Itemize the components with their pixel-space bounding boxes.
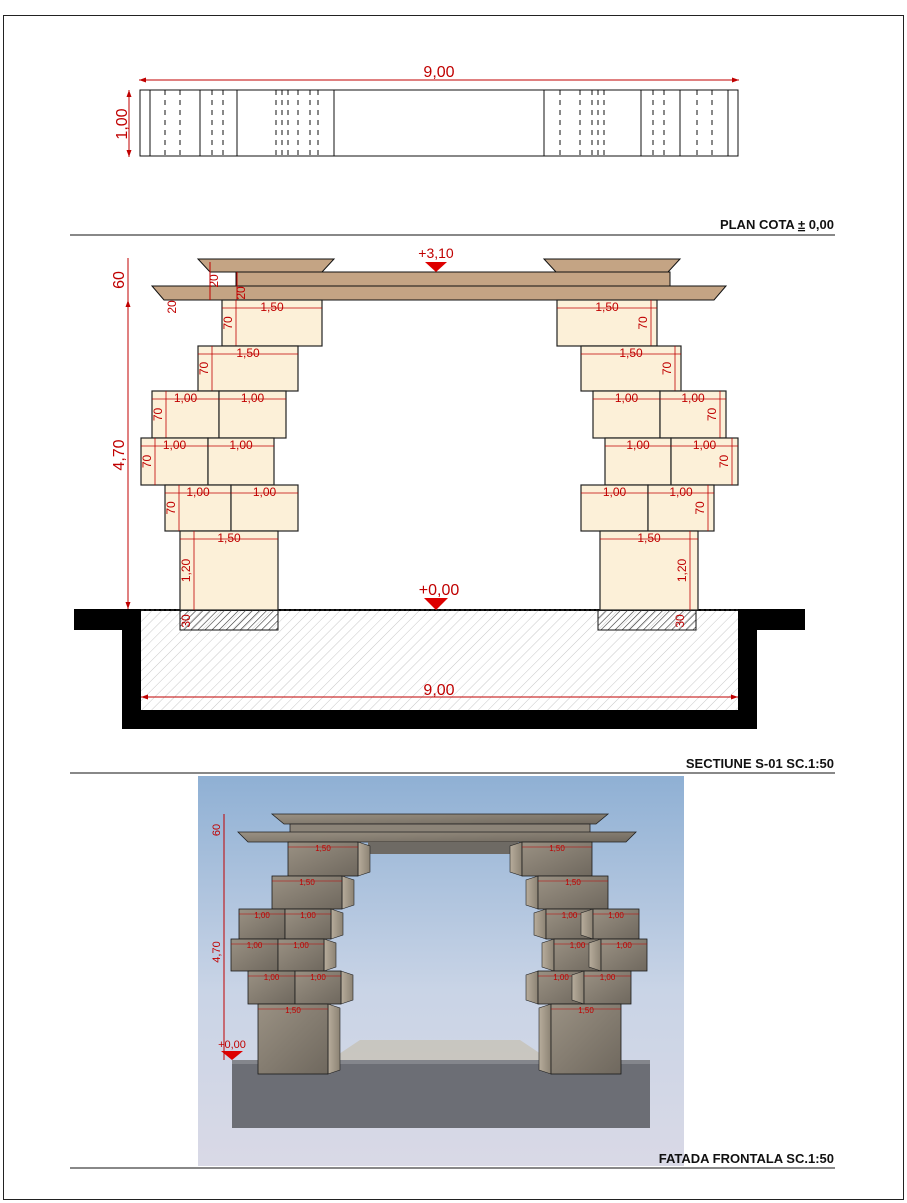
render-block-label: 1,50 xyxy=(565,878,581,887)
cap-stone-right xyxy=(544,259,680,272)
foundation-left xyxy=(180,610,278,630)
block-height-label: 70 xyxy=(717,454,731,469)
render-block-side xyxy=(581,909,593,939)
section-title: SECTIUNE S-01 SC.1:50 xyxy=(685,756,834,771)
block-width-label: 1,00 xyxy=(681,391,705,405)
block-height-label: 70 xyxy=(705,407,719,422)
block-width-label: 1,00 xyxy=(614,391,639,405)
render-cap-height-label: 60 xyxy=(211,823,223,837)
foundation-right-label: 30 xyxy=(673,614,687,628)
render-block-label: 1,00 xyxy=(293,941,309,950)
render-block-side xyxy=(539,1004,551,1074)
block-width-label: 1,00 xyxy=(240,391,265,405)
block-width-label: 1,00 xyxy=(669,485,693,499)
render-block-side xyxy=(331,909,343,939)
block-width-label: 1,00 xyxy=(252,485,277,499)
block-width-label: 1,50 xyxy=(619,346,643,360)
block-width-label: 1,50 xyxy=(595,300,619,314)
top-level-label: +3,10 xyxy=(418,245,454,261)
block-height-label: 70 xyxy=(197,361,211,376)
block-height-label: 70 xyxy=(693,501,707,515)
render-block-side xyxy=(358,842,370,876)
block-width-label: 1,00 xyxy=(626,438,650,452)
render-block-label: 1,50 xyxy=(315,844,331,853)
section-view xyxy=(74,245,805,729)
render-block-label: 1,50 xyxy=(299,878,315,887)
section-blocks xyxy=(140,300,738,610)
plan-view xyxy=(114,64,739,157)
slab-thickness-label: 20 xyxy=(165,300,179,314)
render-block-label: 1,00 xyxy=(310,973,326,982)
render-block-label: 1,00 xyxy=(569,941,586,950)
block-width-label: 1,00 xyxy=(162,438,187,452)
block-height-label: 70 xyxy=(164,501,178,515)
block-height-label: 70 xyxy=(636,316,650,330)
render-block-label: 1,00 xyxy=(553,973,569,982)
plan-width-label: 9,00 xyxy=(423,64,455,81)
plan-outline xyxy=(140,90,738,156)
block-height-label: 1,20 xyxy=(179,558,193,583)
block-width-label: 1,00 xyxy=(186,485,210,499)
render-block-label: 1,00 xyxy=(616,941,632,950)
render-block-label: 1,00 xyxy=(263,973,280,982)
render-block-side xyxy=(342,876,354,909)
beam-thickness-label: 20 xyxy=(234,286,248,300)
plan-depth-label: 1,00 xyxy=(114,108,131,140)
render-block-label: 1,00 xyxy=(599,973,616,982)
render-block-label: 1,50 xyxy=(285,1006,301,1015)
render-block-label: 1,00 xyxy=(300,911,316,920)
render-block-label: 1,50 xyxy=(549,844,565,853)
render-block-side xyxy=(526,876,538,909)
block-width-label: 1,00 xyxy=(692,438,717,452)
block-height-label: 70 xyxy=(660,361,674,376)
render-block-side xyxy=(328,1004,340,1074)
block-width-label: 1,00 xyxy=(229,438,253,452)
block-width-label: 1,50 xyxy=(260,300,284,314)
render-block-side xyxy=(526,971,538,1004)
render-block-side xyxy=(534,909,546,939)
render-block-label: 1,00 xyxy=(246,941,263,950)
render-block-label: 1,00 xyxy=(561,911,578,920)
render-block-side xyxy=(542,939,554,971)
ground-level-marker xyxy=(424,598,448,610)
block-height-label: 70 xyxy=(221,316,235,330)
render-total-height-label: 4,70 xyxy=(211,941,223,963)
render-ground-level-label: +0,00 xyxy=(218,1039,246,1051)
block-height-label: 1,20 xyxy=(675,558,689,583)
block-width-label: 1,50 xyxy=(217,531,241,545)
render-block-side xyxy=(324,939,336,971)
top-beam xyxy=(236,272,670,286)
render-block-side xyxy=(589,939,601,971)
block-height-label: 70 xyxy=(151,407,165,422)
section-cap-height-label: 60 xyxy=(111,271,128,289)
block-width-label: 1,50 xyxy=(236,346,260,360)
block-height-label: 70 xyxy=(140,454,154,469)
ground-level-label: +0,00 xyxy=(418,582,460,599)
render-title: FATADA FRONTALA SC.1:50 xyxy=(658,1151,834,1166)
cap-thickness-label: 20 xyxy=(207,274,221,288)
section-span-label: 9,00 xyxy=(423,682,455,699)
render-block-label: 1,50 xyxy=(578,1006,594,1015)
render-view xyxy=(198,776,684,1166)
section-total-height-label: 4,70 xyxy=(111,439,128,471)
foundation-left-label: 30 xyxy=(179,614,193,628)
render-block-side xyxy=(341,971,353,1004)
render-block-label: 1,00 xyxy=(608,911,624,920)
block-width-label: 1,50 xyxy=(637,531,661,545)
block-width-label: 1,00 xyxy=(173,391,198,405)
cap-stone-left xyxy=(198,259,334,272)
plan-title: PLAN COTA ± 0,00 xyxy=(719,217,834,232)
render-block-side xyxy=(572,971,584,1004)
top-level-marker xyxy=(425,262,447,272)
render-block-label: 1,00 xyxy=(254,911,270,920)
render-block-side xyxy=(510,842,522,876)
block-width-label: 1,00 xyxy=(602,485,627,499)
